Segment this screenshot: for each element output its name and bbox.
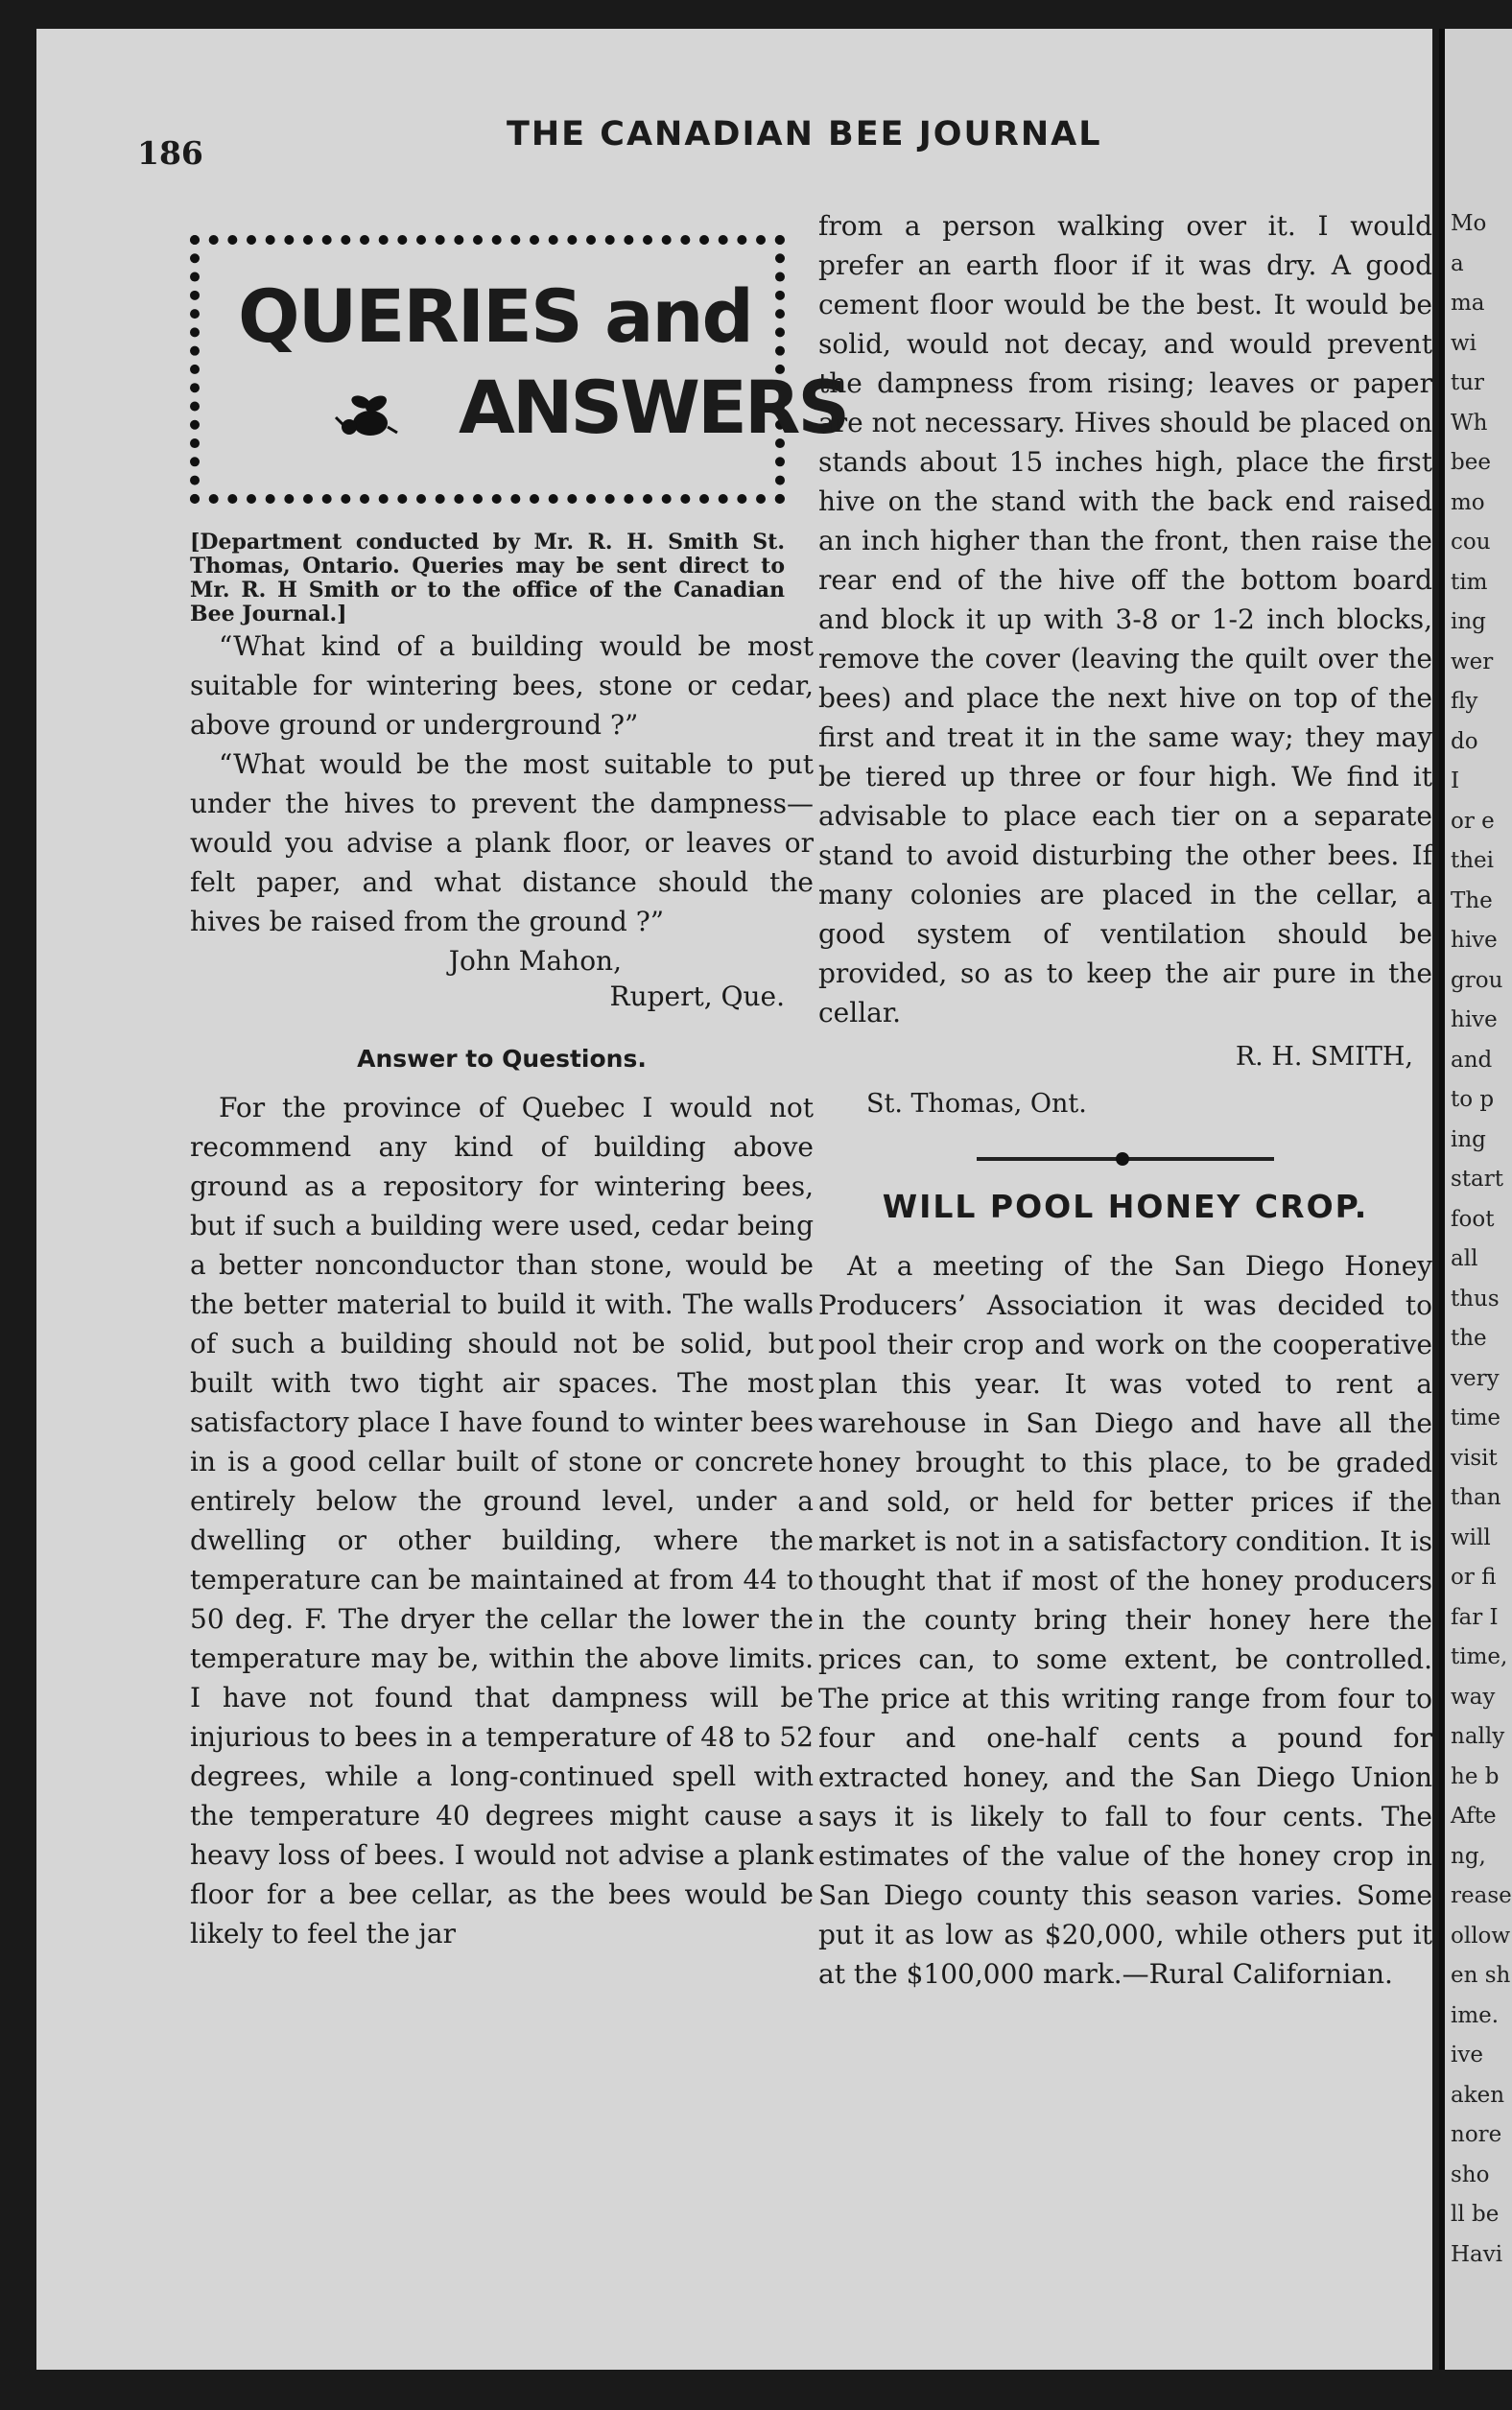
adjacent-page-fragment: very bbox=[1451, 1365, 1500, 1391]
adjacent-page-fragment: ing bbox=[1451, 609, 1486, 634]
adjacent-page-fragment: will bbox=[1451, 1524, 1491, 1550]
left-column bbox=[190, 221, 848, 1953]
question-one: “What kind of a building would be most suitable for wintering bees, stone or cedar, above ground or underground ?” bbox=[190, 630, 814, 741]
divider-dot bbox=[1116, 1152, 1129, 1166]
adjacent-page-fragment: sho bbox=[1451, 2162, 1490, 2187]
question-two: “What would be the most suitable to put under the hives to prevent the dampness—would you advise a plank floor, or leaves or felt paper, and what distance should the hives be raised from the ground ?” bbox=[190, 748, 814, 937]
adjacent-page-fragment: ive bbox=[1451, 2043, 1483, 2067]
adjacent-page-fragment: Wh bbox=[1451, 410, 1488, 436]
adjacent-page-fragment: time, bbox=[1451, 1644, 1508, 1669]
adjacent-page-fragment: way bbox=[1451, 1684, 1496, 1710]
adjacent-page-fragment: ng, bbox=[1451, 1843, 1486, 1869]
adjacent-page-fragment: and bbox=[1451, 1047, 1493, 1073]
adjacent-page-fragment: or fi bbox=[1451, 1565, 1497, 1590]
adjacent-page-fragment: tur bbox=[1451, 370, 1485, 395]
adjacent-page-fragment: aken bbox=[1451, 2082, 1505, 2108]
adjacent-page-fragment: I bbox=[1451, 768, 1460, 793]
adjacent-page-fragment: cou bbox=[1451, 530, 1491, 555]
adjacent-page-fragment: ll be bbox=[1451, 2202, 1500, 2227]
adjacent-page-fragment: to p bbox=[1451, 1087, 1495, 1112]
adjacent-page-fragment: thei bbox=[1451, 848, 1495, 873]
section-divider bbox=[977, 1157, 1274, 1161]
adjacent-page-fragment: wi bbox=[1451, 330, 1477, 356]
banner-title-line1: QUERIES and bbox=[238, 273, 752, 359]
adjacent-page-fragment: ing bbox=[1451, 1126, 1486, 1152]
questioner-name: John Mahon, bbox=[448, 945, 622, 977]
questioner-place: Rupert, Que. bbox=[609, 981, 785, 1012]
banner-title-line2: ANSWERS bbox=[459, 365, 848, 450]
answer-signature: R. H. SMITH, bbox=[1235, 1042, 1413, 1072]
adjacent-page-fragment: grou bbox=[1451, 967, 1503, 993]
adjacent-page-fragment: all bbox=[1451, 1246, 1478, 1271]
adjacent-page-fragment: mo bbox=[1451, 489, 1485, 515]
adjacent-page-fragment: hive bbox=[1451, 1007, 1498, 1032]
adjacent-page-fragment: foot bbox=[1451, 1206, 1495, 1232]
adjacent-page-fragment: start bbox=[1451, 1167, 1503, 1192]
adjacent-page-fragment: far I bbox=[1451, 1604, 1499, 1630]
adjacent-page-fragment: bee bbox=[1451, 450, 1491, 475]
answer-place: St. Thomas, Ont. bbox=[866, 1089, 1087, 1119]
adjacent-page-fragment: the bbox=[1451, 1326, 1487, 1351]
answer-paragraph: For the province of Quebec I would not recommend any kind of building above ground as a repository for wintering bees, but if such a building were used, cedar being a better nonconductor than stone, would be the better material to build it with. The walls of such a building should not be solid, but built with two tight air spaces. The most satisfactory place I have found to winter bees in is a good cellar built of stone or concrete entirely below the ground level, under a dwelling or other building, where the temperature can be maintained at from 44 to 50 deg. F. The dryer the cellar the lower the temperature may be, within the above limits. I have not found that dampness will be injurious to bees in a temperature of 48 to 52 degrees, while a long-continued spell with the temperature 40 degrees might cause a heavy loss of bees. I would not advise a plank floor for a bee cellar, as the bees would be likely to feel the jar bbox=[190, 1092, 814, 1949]
adjacent-page-fragment: or e bbox=[1451, 808, 1495, 834]
adjacent-page-fragment: do bbox=[1451, 728, 1478, 754]
department-note: [Department conducted by Mr. R. H. Smith St. Thomas, Ontario. Queries may be sent direct to Mr. R. H Smith or to the office of the Canadian Bee Journal.] bbox=[190, 530, 785, 626]
adjacent-page-fragment: Afte bbox=[1451, 1804, 1497, 1829]
adjacent-page-fragment: nally bbox=[1451, 1724, 1505, 1749]
running-title: THE CANADIAN BEE JOURNAL bbox=[507, 115, 1102, 154]
adjacent-page-fragment: time bbox=[1451, 1406, 1501, 1430]
adjacent-page-fragment: nore bbox=[1451, 2122, 1502, 2147]
adjacent-page-fragment: hive bbox=[1451, 928, 1498, 953]
queries-answers-banner bbox=[190, 235, 848, 504]
adjacent-page-fragment: than bbox=[1451, 1485, 1501, 1510]
adjacent-page-fragment: ime. bbox=[1451, 2002, 1500, 2028]
page-number: 186 bbox=[137, 134, 203, 172]
adjacent-page-fragment: tim bbox=[1451, 569, 1488, 595]
adjacent-page-fragment: wer bbox=[1451, 649, 1494, 674]
adjacent-page-fragment: en sh bbox=[1451, 1963, 1511, 1988]
adjacent-page-fragment: ollow bbox=[1451, 1923, 1511, 1949]
answer-paragraph-continued: from a person walking over it. I would prefer an earth floor if it was dry. A good cement floor would be the best. It would be solid, would not decay, and would prevent the dampness from rising; leaves or paper are not necessary. Hives should be placed on stands about 15 inches high, place the first hive on the stand with the back end raised an inch higher than the front, then raise the rear end of the hive off the bottom board and block it up with 3-8 or 1-2 inch blocks, remove the cover (leaving the quilt over the bees) and place the next hive on top of the first and treat it in the same way; they may be tiered up three or four high. We find it advisable to place each tier on a separate stand to avoid disturbing the other bees. If many colonies are placed in the cellar, a good system of ventilation should be provided, so as to keep the air pure in the cellar. bbox=[818, 210, 1432, 1028]
adjacent-page-fragment: thus bbox=[1451, 1286, 1500, 1311]
adjacent-page-fragment: Havi bbox=[1451, 2241, 1503, 2267]
right-column bbox=[818, 206, 1432, 1994]
adjacent-page-fragment: rease bbox=[1451, 1883, 1512, 1908]
journal-page bbox=[36, 29, 1432, 2370]
adjacent-page-fragment: fly bbox=[1451, 689, 1478, 714]
adjacent-page-fragment: a bbox=[1451, 250, 1464, 276]
article-headline: WILL POOL HONEY CROP. bbox=[882, 1188, 1369, 1225]
adjacent-page-fragment: Mo bbox=[1451, 211, 1487, 236]
adjacent-page-fragment: ma bbox=[1451, 291, 1485, 316]
answer-heading: Answer to Questions. bbox=[357, 1045, 647, 1073]
adjacent-page-fragment: he b bbox=[1451, 1763, 1500, 1789]
bee-icon bbox=[334, 389, 401, 446]
adjacent-page-fragment: The bbox=[1451, 887, 1493, 913]
adjacent-page-edge bbox=[1439, 29, 1512, 2370]
adjacent-page-fragment: visit bbox=[1451, 1445, 1498, 1471]
article-body: At a meeting of the San Diego Honey Producers’ Association it was decided to pool their crop and work on the cooperative plan this year. It was voted to rent a warehouse in San Diego and have all the honey brought to this place, to be graded and sold, or held for better prices if the market is not in a satisfactory condition. It is thought that if most of the honey producers in the county bring their honey here the prices can, to some extent, be controlled. The price at this writing range from four to four and one-half cents a pound for extracted honey, and the San Diego Union says it is likely to fall to four cents. The estimates of the value of the honey crop in San Diego county this season varies. Some put it as low as $20,000, while others put it at the $100,000 mark.—Rural Californian. bbox=[818, 1250, 1432, 1990]
